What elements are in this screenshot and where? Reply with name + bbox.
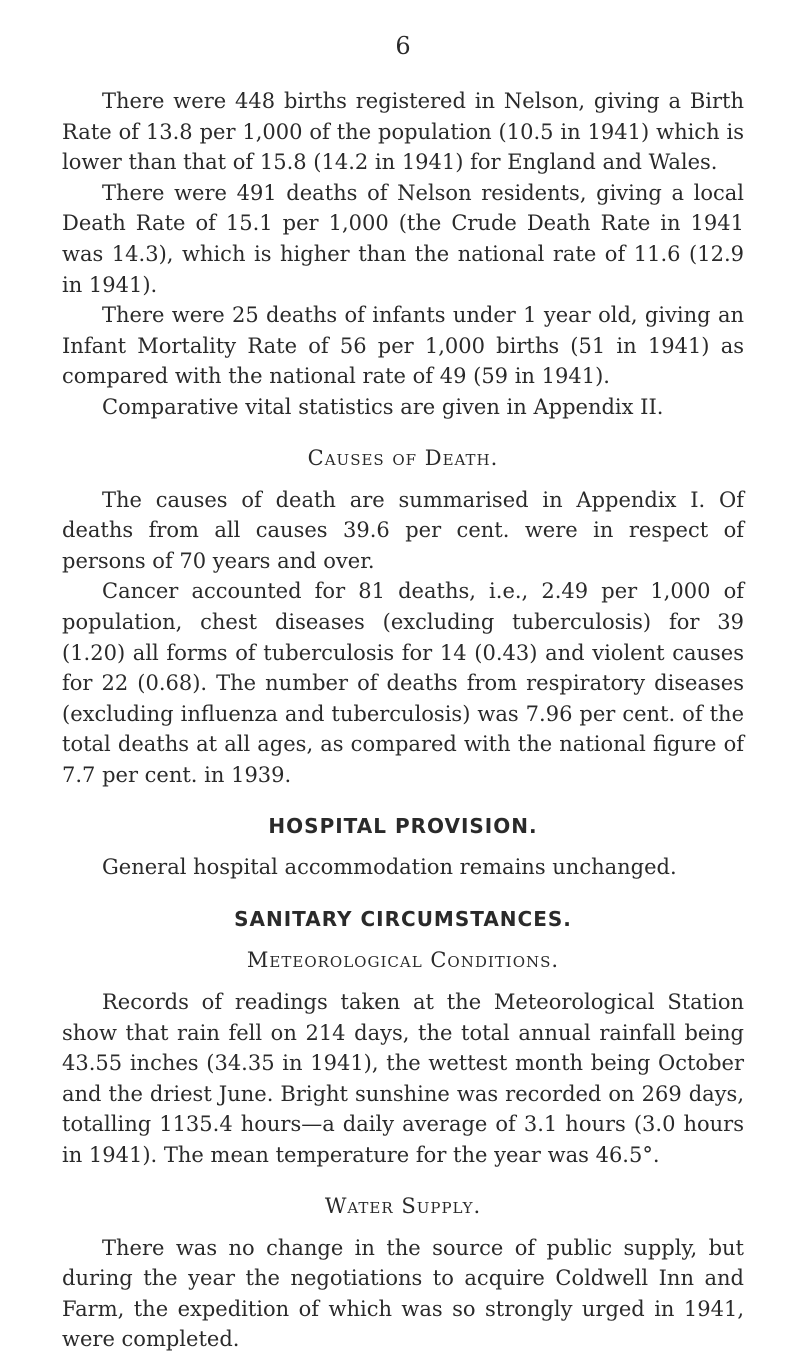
water-supply-paragraph: There was no change in the source of public supply, but during the year the negotiations to acquire Coldwell Inn and Farm, the expedition of which was so strongly urged in 1941, were completed. [62, 1235, 744, 1352]
appendix-reference-paragraph: Comparative vital statistics are given in Appendix II. [102, 394, 664, 419]
death-rate-paragraph: There were 491 deaths of Nelson residents, giving a local Death Rate of 15.1 per 1,000 (the Crude Death Rate in 1941 was 14.3), which is higher than the national rate of 11.6 (12.9 in 1941). [62, 180, 744, 297]
document-page [62, 30, 744, 1355]
meteorological-paragraph: Records of readings taken at the Meteorological Station show that rain fell on 214 days, the total annual rainfall being 43.55 inches (34.35 in 1941), the wettest month being October and the driest June. Bright sunshine was recorded on 269 days, totalling 1135.4 hours—a daily average of 3.1 hours (3.0 hours in 1941). The mean temperature for the year was 46.5°. [62, 990, 744, 1168]
water-supply-heading: Water Supply. [324, 1193, 482, 1218]
causes-summary-paragraph: The causes of death are summarised in Appendix I. Of deaths from all causes 39.6 per cent. were in respect of persons of 70 years and over. [62, 487, 744, 573]
hospital-provision-heading: HOSPITAL PROVISION. [268, 814, 538, 839]
hospital-provision-paragraph: General hospital accommodation remains unchanged. [102, 855, 677, 880]
cancer-deaths-paragraph: Cancer accounted for 81 deaths, i.e., 2.49 per 1,000 of population, chest diseases (excluding tuberculosis) for 39 (1.20) all forms of tuberculosis for 14 (0.43) and violent causes for 22 (0.68). The number of deaths from respiratory diseases (excluding influenza and tuberculosis) was 7.96 per cent. of the total deaths at all ages, as compared with the national figure of 7.7 per cent. in 1939. [62, 579, 744, 787]
sanitary-circumstances-heading: SANITARY CIRCUMSTANCES. [234, 907, 572, 932]
causes-of-death-heading: Causes of Death. [307, 445, 499, 470]
page-number: 6 [395, 32, 411, 60]
birth-rate-paragraph: There were 448 births registered in Nelson, giving a Birth Rate of 13.8 per 1,000 of the population (10.5 in 1941) which is lower than that of 15.8 (14.2 in 1941) for England and Wales. [62, 89, 744, 175]
meteorological-conditions-heading: Meteorological Conditions. [246, 948, 560, 973]
infant-mortality-paragraph: There were 25 deaths of infants under 1 year old, giving an Infant Mortality Rate of 56 per 1,000 births (51 in 1941) as compared with the national rate of 49 (59 in 1941). [62, 303, 744, 389]
